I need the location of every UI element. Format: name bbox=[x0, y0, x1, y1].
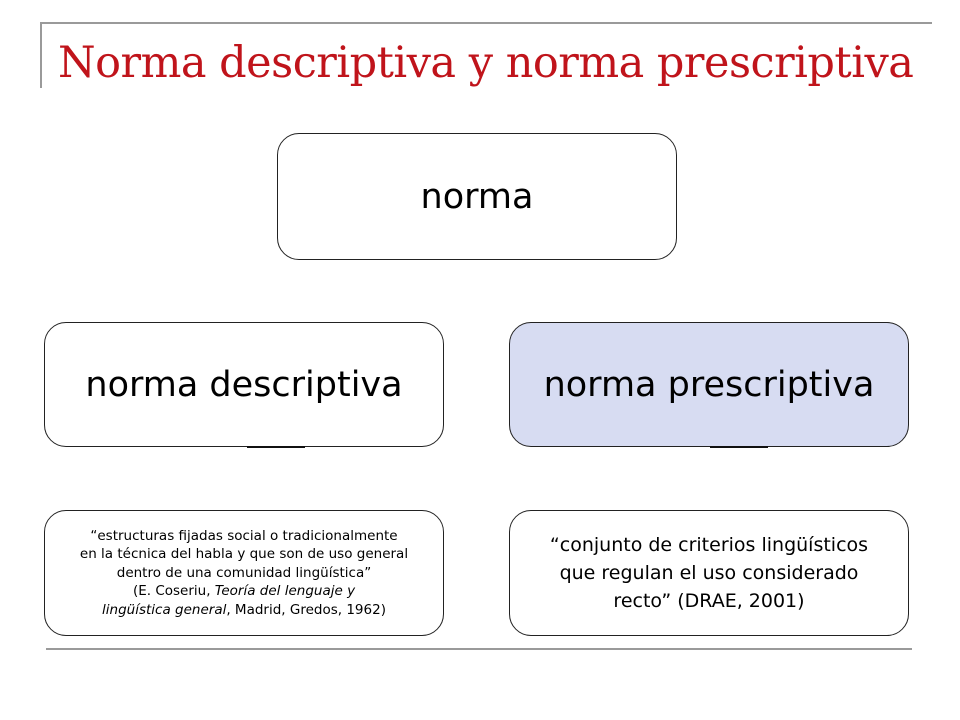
prescriptive-connector-tick bbox=[710, 446, 768, 448]
descriptive-citation-line-2 bbox=[80, 601, 408, 620]
top-rule bbox=[40, 22, 932, 24]
prescriptive-definition-line-2: que regulan el uso considerado bbox=[559, 562, 859, 584]
left-rule bbox=[40, 22, 42, 88]
slide-title: Norma descriptiva y norma prescriptiva bbox=[58, 38, 914, 88]
descriptive-definition-line-2: en la técnica del habla y que son de uso general bbox=[79, 546, 409, 563]
descriptive-citation-line-1 bbox=[80, 582, 408, 601]
descriptive-connector-tick bbox=[247, 446, 305, 448]
descriptive-definition-line-1: “estructuras fijadas social o tradicionalmente bbox=[90, 527, 398, 544]
citation-author: (E. Coseriu, bbox=[132, 583, 215, 600]
prescriptive-definition-line-3: recto” (DRAE, 2001) bbox=[613, 590, 805, 612]
citation-book-title-part-2: lingüística general bbox=[102, 601, 227, 618]
prescriptive-label: norma prescriptiva bbox=[543, 364, 875, 405]
prescriptive-node bbox=[509, 322, 909, 447]
prescriptive-definition-box bbox=[509, 510, 909, 636]
descriptive-node bbox=[44, 322, 444, 447]
prescriptive-definition-line-1: “conjunto de criterios lingüísticos bbox=[549, 534, 869, 556]
citation-publisher: , Madrid, Gredos, 1962) bbox=[226, 601, 386, 618]
descriptive-label: norma descriptiva bbox=[85, 364, 403, 405]
bottom-rule bbox=[46, 648, 912, 650]
descriptive-definition bbox=[80, 527, 408, 620]
norma-label: norma bbox=[420, 176, 534, 217]
citation-book-title-part-1: Teoría del lenguaje y bbox=[214, 583, 356, 600]
prescriptive-definition bbox=[550, 531, 868, 615]
descriptive-definition-box bbox=[44, 510, 444, 636]
norma-node bbox=[277, 133, 677, 260]
descriptive-definition-line-3: dentro de una comunidad lingüística” bbox=[116, 564, 372, 581]
